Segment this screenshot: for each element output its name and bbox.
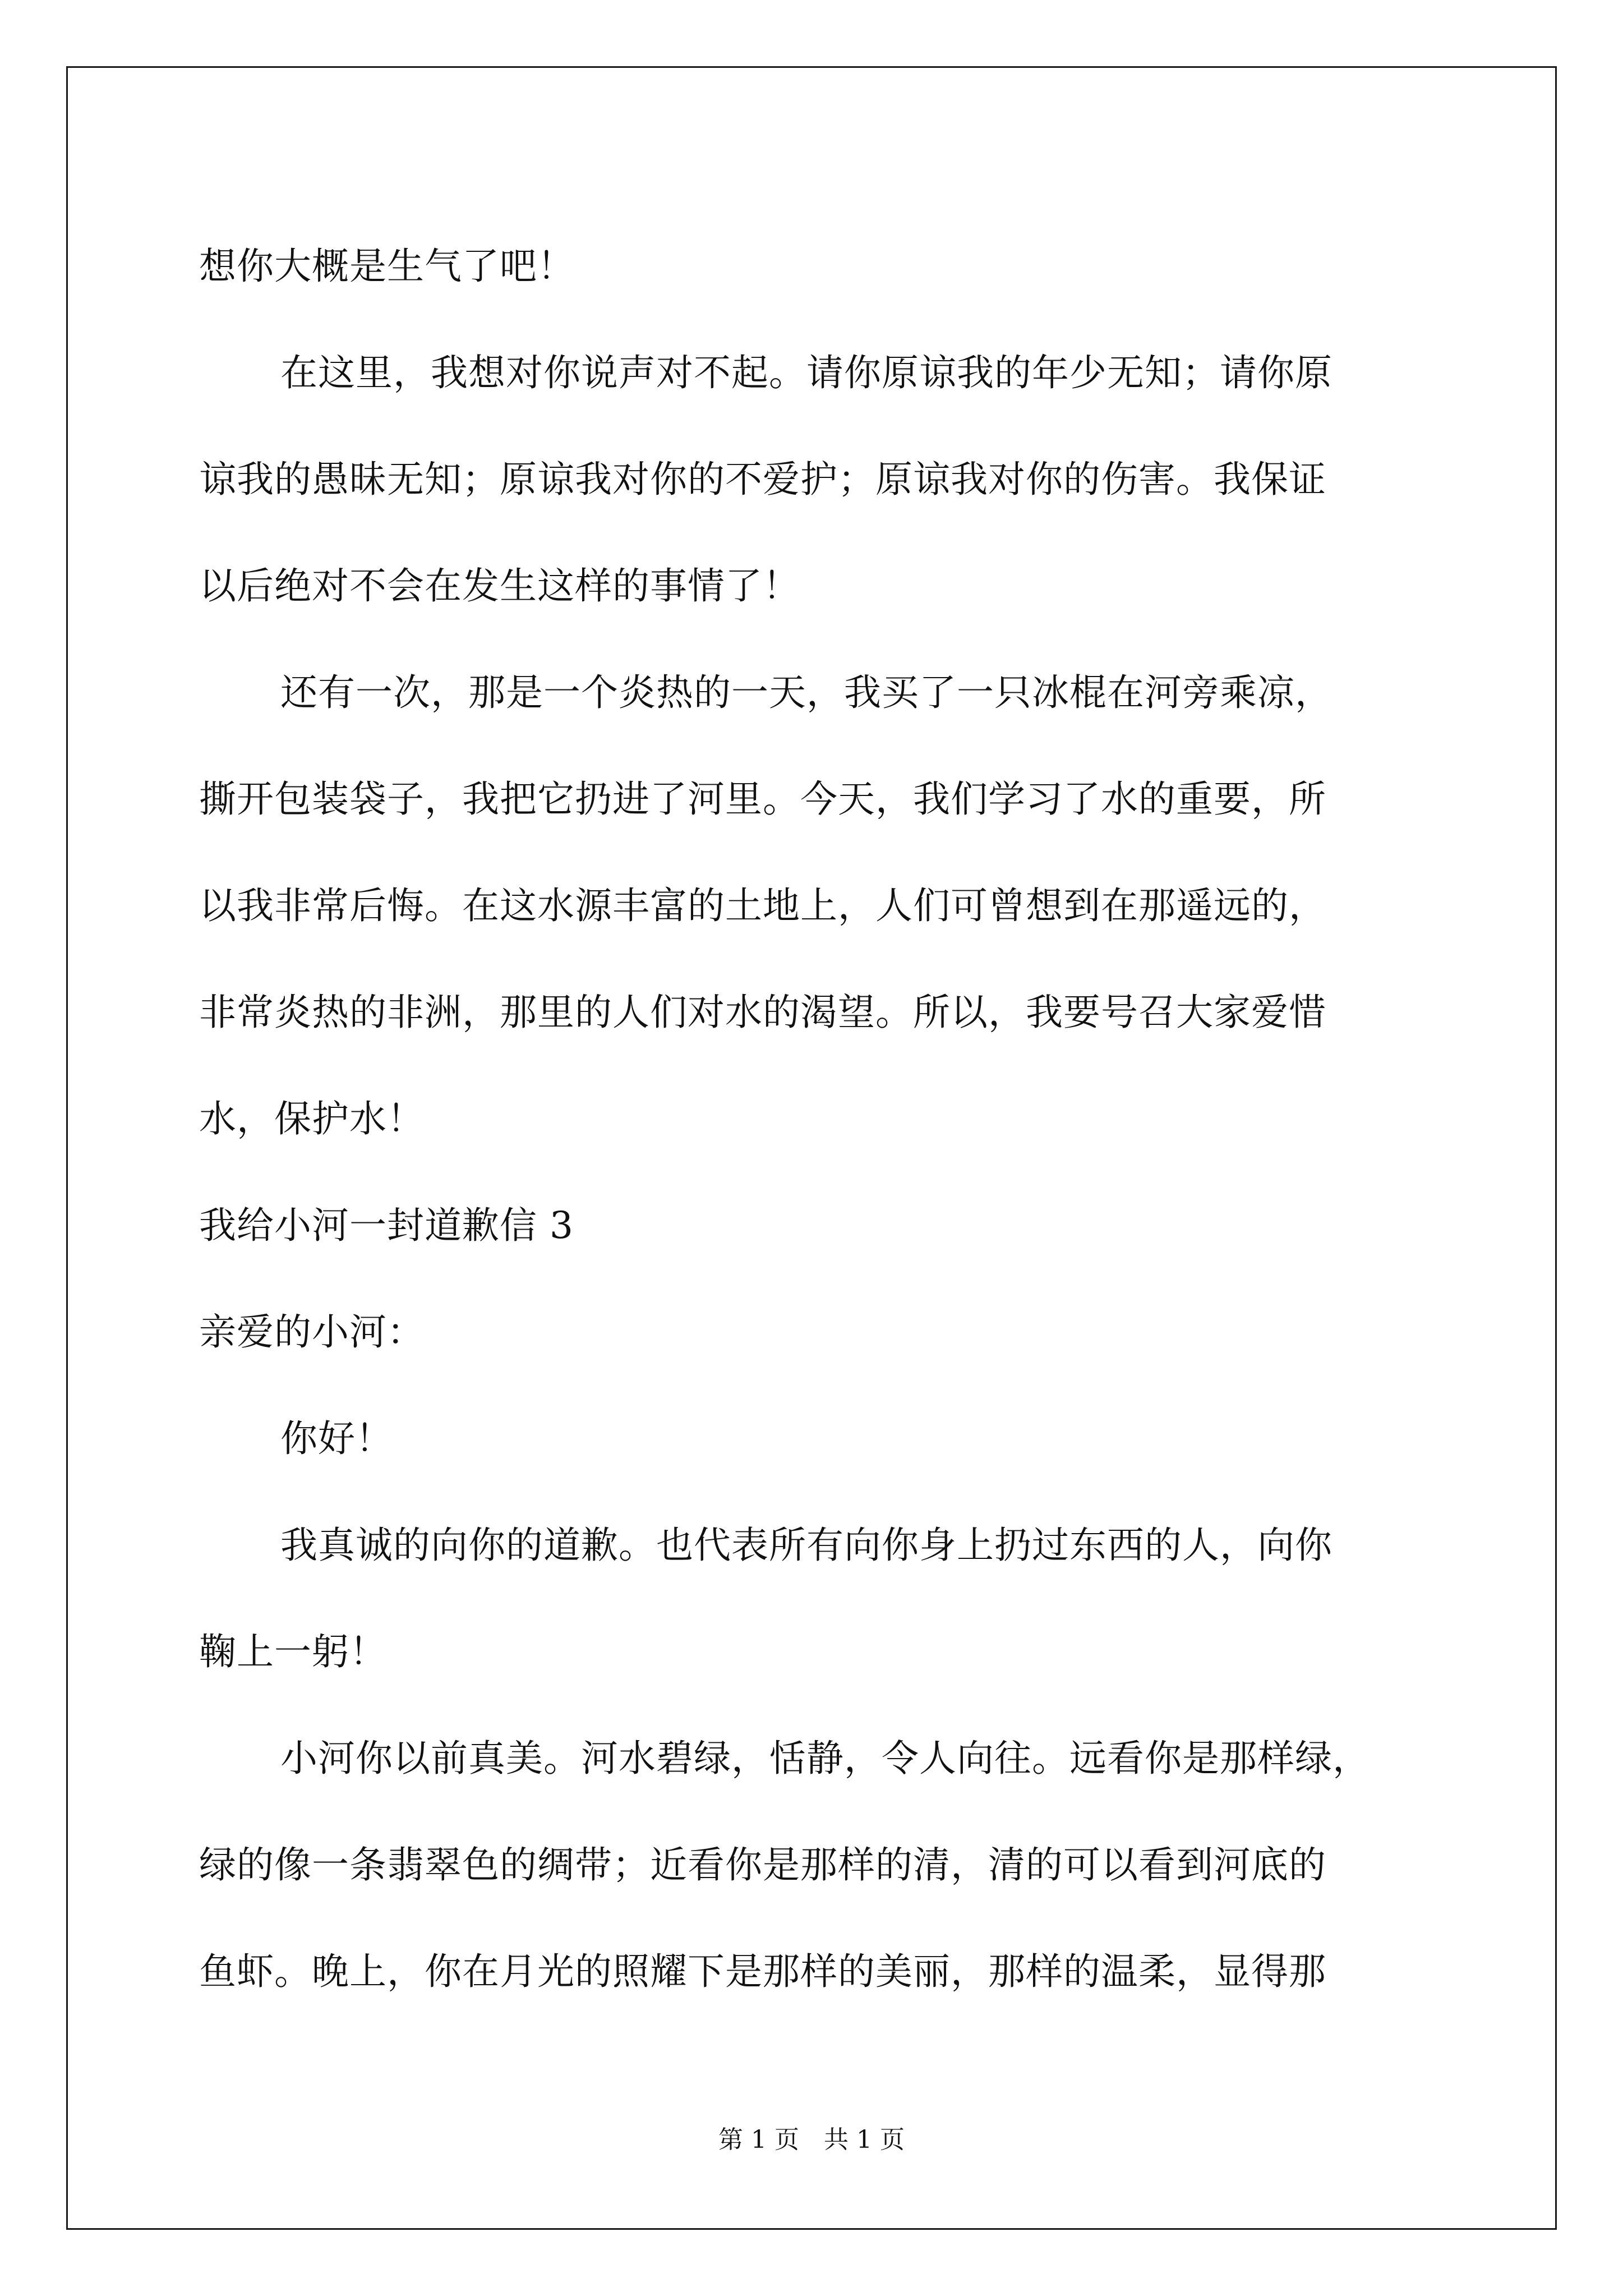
section-heading: 我给小河一封道歉信 3 [199,1204,574,1247]
greeting: 你好！ [280,1417,393,1460]
text-line: 绿的像一条翡翠色的绸带；近看你是那样的清，清的可以看到河底的 [199,1843,1326,1887]
text-line: 在这里，我想对你说声对不起。请你原谅我的年少无知；请你原 [280,351,1332,394]
text-line: 撕开包装袋子，我把它扔进了河里。今天，我们学习了水的重要，所 [199,777,1326,821]
text-line: 鱼虾。晚上，你在月光的照耀下是那样的美丽，那样的温柔，显得那 [199,1950,1326,1993]
text-line: 以后绝对不会在发生这样的事情了！ [199,564,800,608]
text-line: 非常炎热的非洲，那里的人们对水的渴望。所以，我要号召大家爱惜 [199,991,1326,1034]
document-body [199,213,1455,2025]
text-line: 谅我的愚昧无知；原谅我对你的不爱护；原谅我对你的伤害。我保证 [199,458,1326,501]
page-number: 第 1 页 共 1 页 [718,2125,905,2154]
text-line: 还有一次，那是一个炎热的一天，我买了一只冰棍在河旁乘凉， [280,671,1332,714]
text-line: 小河你以前真美。河水碧绿，恬静，令人向往。远看你是那样绿， [280,1737,1370,1780]
text-line: 我真诚的向你的道歉。也代表所有向你身上扔过东西的人，向你 [280,1524,1332,1567]
salutation: 亲爱的小河： [199,1310,425,1354]
text-line: 水，保护水！ [199,1097,425,1140]
text-line: 以我非常后悔。在这水源丰富的土地上，人们可曾想到在那遥远的， [199,884,1326,927]
text-line: 鞠上一躬！ [199,1630,387,1673]
text-line: 想你大概是生气了吧！ [199,245,575,288]
